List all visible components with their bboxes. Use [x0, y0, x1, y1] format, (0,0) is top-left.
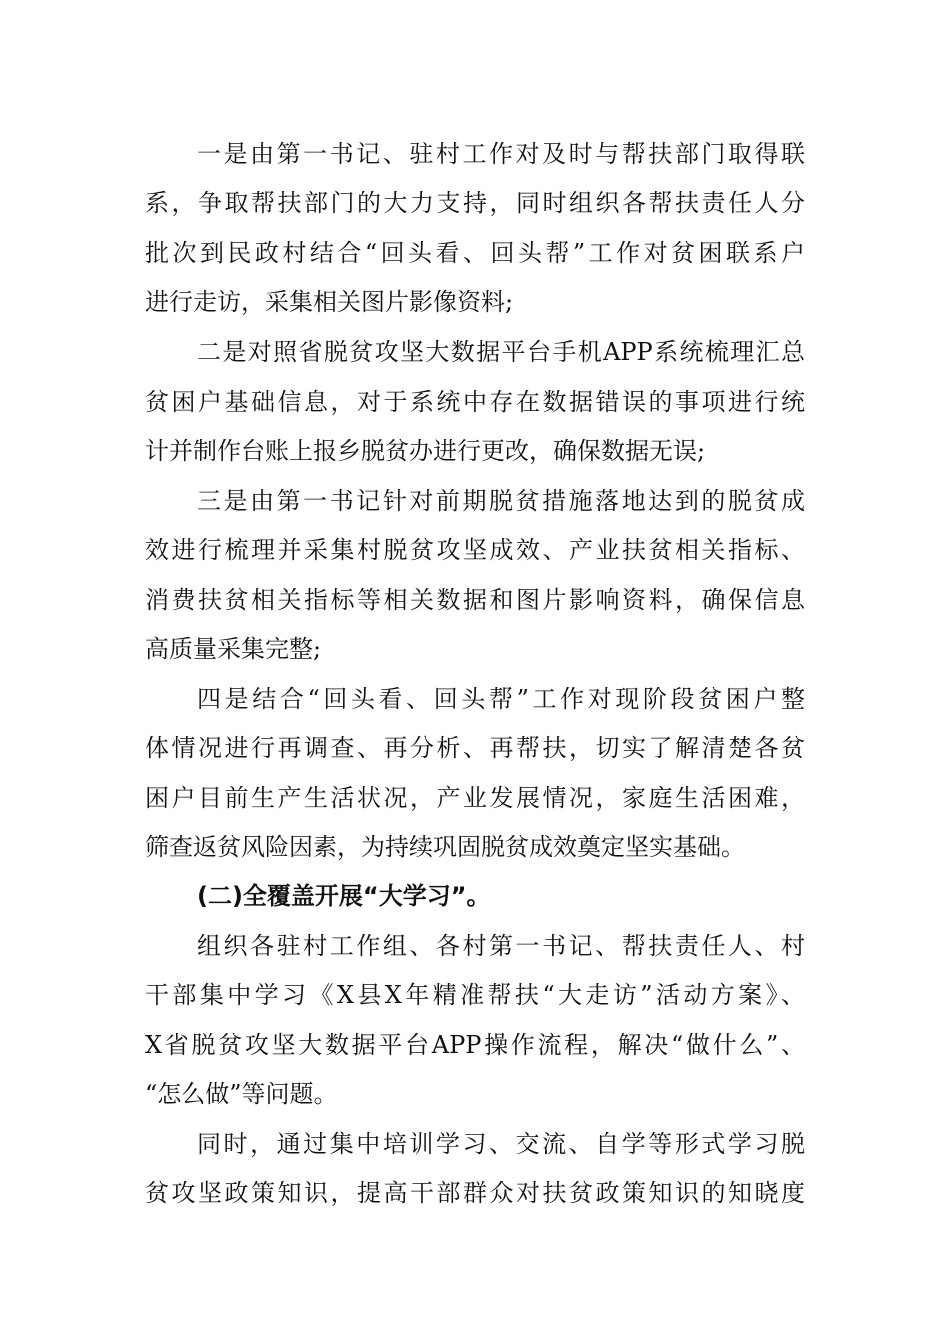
paragraph-4-line-2: 体情况进行再调查、再分析、再帮扶，切实了解清楚各贫 — [145, 734, 805, 762]
paragraph-1-line-2: 系，争取帮扶部门的大力支持，同时组织各帮扶责任人分 — [145, 189, 805, 217]
paragraph-3-line-3: 消费扶贫相关指标等相关数据和图片影响资料，确保信息 — [145, 586, 805, 614]
paragraph-5-line-3: X省脱贫攻坚大数据平台APP操作流程，解决“做什么”、 — [145, 1031, 805, 1059]
paragraph-2-line-2: 贫困户基础信息，对于系统中存在数据错误的事项进行统 — [145, 388, 805, 416]
paragraph-3-line-4: 高质量采集完整; — [145, 635, 322, 663]
section-heading: (二)全覆盖开展“大学习”。 — [197, 882, 491, 910]
paragraph-1-line-3: 批次到民政村结合“回头看、回头帮”工作对贫困联系户 — [145, 239, 805, 267]
paragraph-5-line-2: 干部集中学习《X县X年精准帮扶“大走访”活动方案》、 — [145, 981, 805, 1009]
paragraph-5-line-4: “怎么做”等问题。 — [145, 1080, 338, 1108]
paragraph-3-line-1: 三是由第一书记针对前期脱贫措施落地达到的脱贫成 — [197, 487, 805, 515]
paragraph-6-line-1: 同时，通过集中培训学习、交流、自学等形式学习脱 — [197, 1130, 805, 1158]
paragraph-5-line-1: 组织各驻村工作组、各村第一书记、帮扶责任人、村 — [197, 932, 805, 960]
paragraph-1-line-4: 进行走访，采集相关图片影像资料; — [145, 288, 514, 316]
paragraph-1-line-1: 一是由第一书记、驻村工作对及时与帮扶部门取得联 — [197, 140, 805, 168]
paragraph-6-line-2: 贫攻坚政策知识，提高干部群众对扶贫政策知识的知晓度 — [145, 1179, 805, 1207]
paragraph-2-line-1: 二是对照省脱贫攻坚大数据平台手机APP系统梳理汇总 — [197, 338, 805, 366]
paragraph-4-line-3: 困户目前生产生活状况，产业发展情况，家庭生活困难， — [145, 784, 805, 812]
paragraph-2-line-3: 计并制作台账上报乡脱贫办进行更改，确保数据无误; — [145, 437, 706, 465]
paragraph-4-line-4: 筛查返贫风险因素，为持续巩固脱贫成效奠定坚实基础。 — [145, 833, 745, 861]
paragraph-3-line-2: 效进行梳理并采集村脱贫攻坚成效、产业扶贫相关指标、 — [145, 536, 805, 564]
paragraph-4-line-1: 四是结合“回头看、回头帮”工作对现阶段贫困户整 — [197, 685, 805, 713]
